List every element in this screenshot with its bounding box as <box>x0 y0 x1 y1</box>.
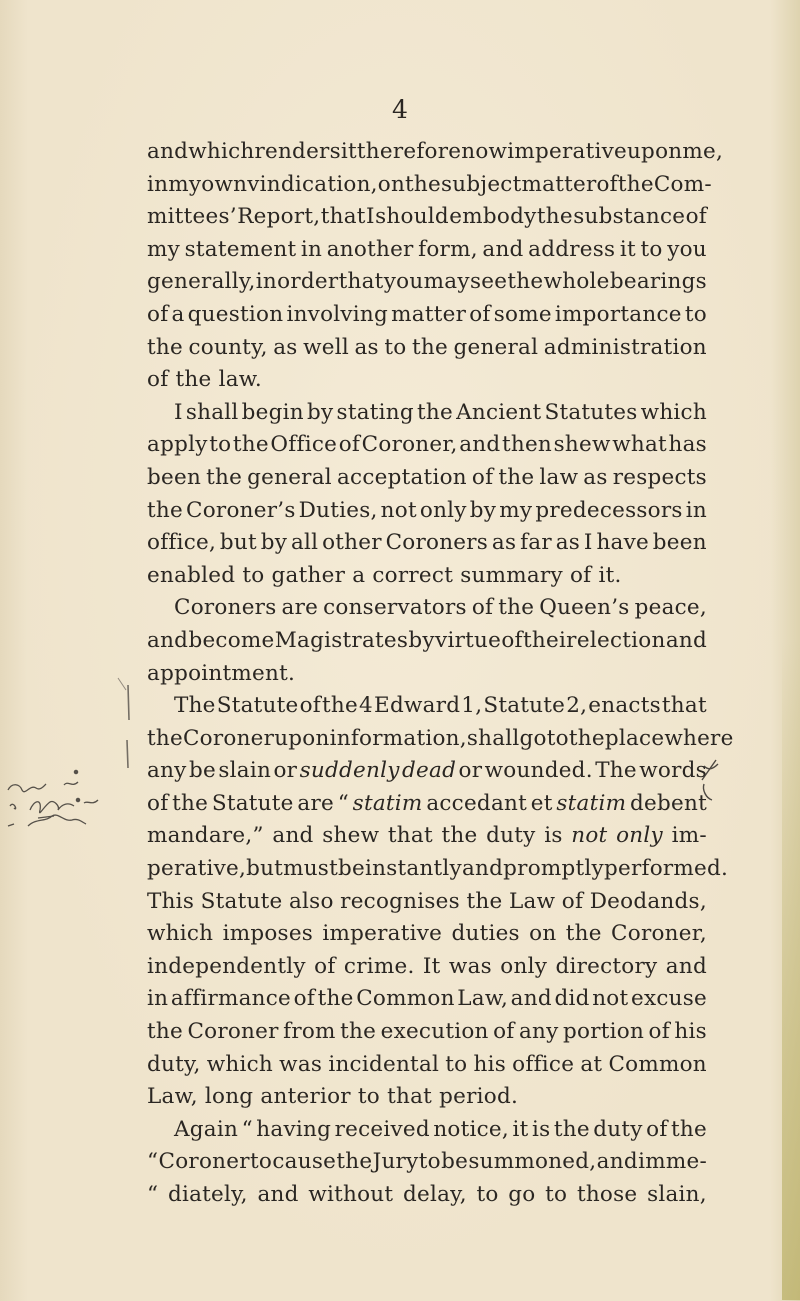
word: to <box>545 1182 568 1207</box>
word: having <box>256 1116 332 1142</box>
word: the <box>565 921 602 947</box>
word: by <box>260 530 288 556</box>
word: imperative <box>507 139 627 164</box>
word: Law <box>508 888 556 914</box>
word: upon <box>626 139 683 164</box>
word: it <box>512 1116 529 1142</box>
word: have <box>596 530 649 556</box>
word: then <box>501 432 553 458</box>
word: Jury <box>372 1149 419 1175</box>
word: the <box>553 1116 590 1142</box>
word: to <box>357 1084 381 1110</box>
word: which <box>206 1051 274 1077</box>
word: his <box>473 1051 507 1077</box>
word: become <box>188 627 275 653</box>
word: the <box>147 725 183 751</box>
word: should <box>375 204 449 230</box>
word: the <box>498 595 535 621</box>
word: or <box>458 758 483 784</box>
word: “ <box>337 790 349 816</box>
word: see <box>469 269 508 295</box>
word: Duties, <box>298 497 378 523</box>
word: Coroner’s <box>186 497 296 523</box>
word: my <box>499 497 533 523</box>
word: was <box>279 1051 323 1077</box>
page-number: 4 <box>392 95 408 124</box>
word: directory <box>555 953 658 979</box>
word: Statute <box>216 693 299 719</box>
word: to <box>384 334 407 360</box>
word: the <box>232 432 269 458</box>
word: which <box>188 139 255 164</box>
word: importance <box>554 301 682 327</box>
word: Com- <box>653 171 712 197</box>
word: Ancient <box>456 399 542 425</box>
word: Coroner, <box>361 432 458 458</box>
word: received <box>334 1116 430 1142</box>
word: must <box>283 856 338 882</box>
word: that <box>320 204 366 230</box>
word: cause <box>272 1149 337 1175</box>
word: in <box>255 269 277 295</box>
word: independently <box>147 953 306 979</box>
pencil-annotation-icon <box>8 770 98 826</box>
word: shew <box>553 432 611 458</box>
word: another <box>326 236 414 262</box>
word: shew <box>322 823 380 849</box>
word: to <box>242 562 265 588</box>
word: vindication, <box>247 171 378 197</box>
word: the <box>498 464 535 490</box>
word: their <box>523 627 577 653</box>
word: but <box>246 856 284 882</box>
word: This <box>147 888 195 914</box>
word: of <box>493 1019 515 1045</box>
word: Law, <box>147 1084 198 1110</box>
word: county, <box>188 334 268 360</box>
word: It <box>422 953 441 979</box>
word: it <box>619 236 636 262</box>
word: “ <box>147 1182 159 1207</box>
word: be <box>441 1149 469 1175</box>
word: anterior <box>260 1084 351 1110</box>
word: as <box>555 530 581 556</box>
word: apply <box>147 432 208 458</box>
word: embody <box>449 204 537 230</box>
word: my <box>168 171 202 197</box>
word: and <box>147 627 189 653</box>
word: I <box>583 530 593 556</box>
word: question <box>187 301 284 327</box>
word: any <box>518 1019 559 1045</box>
word: only <box>419 497 467 523</box>
word: the <box>322 693 358 719</box>
margin-bracket-mark <box>127 685 129 768</box>
word: Coroner <box>182 725 275 751</box>
word: I <box>174 399 183 425</box>
word: therefore <box>356 139 462 164</box>
word: to <box>546 725 569 751</box>
word: or <box>273 758 298 784</box>
word: incidental <box>328 1051 440 1077</box>
word: and <box>147 139 189 164</box>
word: of <box>648 1019 670 1045</box>
word: and <box>482 236 524 262</box>
word: involving <box>286 301 389 327</box>
word: of <box>646 1116 668 1142</box>
word: im- <box>671 823 707 849</box>
word: conservators <box>323 595 467 621</box>
word: in <box>147 986 169 1012</box>
word: has <box>668 432 707 458</box>
word: the <box>411 334 448 360</box>
word: 4 <box>359 693 373 719</box>
word: mandare,” <box>147 823 264 849</box>
word: duty <box>486 823 536 849</box>
word: as <box>354 334 379 360</box>
word: from <box>283 1019 336 1045</box>
word: the <box>317 986 354 1012</box>
word: slain, <box>647 1182 707 1207</box>
word: recognises <box>340 888 460 914</box>
word: of <box>471 464 494 490</box>
word: mittees’ <box>147 204 237 230</box>
word: the <box>175 367 212 393</box>
word: me, <box>682 139 724 164</box>
word: perative, <box>147 856 247 882</box>
word: the <box>536 204 573 230</box>
word: of <box>596 171 618 197</box>
word: words <box>639 758 707 784</box>
word: enabled <box>147 562 236 588</box>
word: other <box>322 530 382 556</box>
word: accedant <box>426 790 528 816</box>
word: to <box>250 1149 273 1175</box>
word: of <box>501 627 523 653</box>
word: the <box>617 171 654 197</box>
word: and <box>459 432 501 458</box>
word: the <box>206 464 243 490</box>
word: that <box>338 269 384 295</box>
word: summary <box>460 562 563 588</box>
word: own <box>201 171 248 197</box>
word: go <box>508 1182 536 1207</box>
word: et <box>530 790 553 816</box>
word: duty, <box>147 1051 201 1077</box>
word: promptly <box>503 856 604 882</box>
word: as <box>273 334 298 360</box>
word: renders <box>254 139 341 164</box>
word: peace, <box>634 595 707 621</box>
word: diately, <box>167 1182 248 1207</box>
word: gather <box>271 562 346 588</box>
word: shall <box>185 399 239 425</box>
word: delay, <box>402 1182 467 1207</box>
word: correct <box>372 562 454 588</box>
word: by <box>307 399 334 425</box>
word: only <box>500 953 548 979</box>
word: of <box>147 301 169 327</box>
word: the <box>441 823 478 849</box>
word: general <box>453 334 539 360</box>
word: are <box>297 790 334 816</box>
word: may <box>423 269 470 295</box>
word: well <box>303 334 349 360</box>
word: of <box>685 204 707 230</box>
word: by <box>408 627 435 653</box>
word: been <box>147 464 202 490</box>
word: the <box>336 1149 373 1175</box>
word: to <box>418 1149 441 1175</box>
word: in <box>300 236 323 262</box>
word: matter <box>521 171 597 197</box>
word: Statutes <box>544 399 638 425</box>
word: shall <box>466 725 520 751</box>
word: which <box>147 921 214 947</box>
word: as <box>491 530 517 556</box>
word: you <box>383 269 424 295</box>
word: place <box>604 725 665 751</box>
word: enacts <box>588 693 661 719</box>
word: “ <box>241 1116 253 1142</box>
word: Coroners <box>385 530 489 556</box>
pencil-correction-mark <box>702 760 718 800</box>
word: long <box>204 1084 254 1110</box>
word: the <box>417 399 453 425</box>
word: of <box>561 888 584 914</box>
word: are <box>281 595 319 621</box>
word: the <box>405 171 442 197</box>
word: order <box>277 269 339 295</box>
word: the <box>671 1116 707 1142</box>
word: which <box>640 399 707 425</box>
word: office <box>512 1051 575 1077</box>
word: of <box>293 986 316 1012</box>
word: far <box>520 530 552 556</box>
word: my <box>147 236 181 262</box>
word: Edward <box>374 693 461 719</box>
word: statim <box>352 790 423 816</box>
word: general <box>247 464 332 490</box>
word: Coroner <box>187 1019 279 1045</box>
word: did <box>554 986 590 1012</box>
word: The <box>595 758 637 784</box>
word: I <box>366 204 375 230</box>
word: also <box>288 888 334 914</box>
word: in <box>685 497 707 523</box>
word: predecessors <box>535 497 683 523</box>
word: excuse <box>630 986 707 1012</box>
word: performed. <box>603 856 729 882</box>
word: the <box>147 334 183 360</box>
word: to <box>209 432 232 458</box>
word: affirmance <box>170 986 292 1012</box>
word: what <box>612 432 667 458</box>
word: appointment. <box>147 660 296 686</box>
word: 1, <box>461 693 483 719</box>
word: in <box>147 171 169 197</box>
word: generally, <box>147 269 256 295</box>
word: Coroners <box>174 595 277 621</box>
word: administration <box>543 334 707 360</box>
word: virtue <box>435 627 502 653</box>
word: slain <box>218 758 272 784</box>
word: substance <box>573 204 686 230</box>
word: without <box>308 1182 394 1207</box>
word: duty <box>593 1116 643 1142</box>
word: The <box>174 693 216 719</box>
word: Common <box>356 986 455 1012</box>
word: any <box>147 758 187 784</box>
word: crime. <box>343 953 415 979</box>
word: and <box>272 823 314 849</box>
word: of <box>471 595 494 621</box>
margin-tick-mark <box>118 678 126 690</box>
word: a <box>171 301 185 327</box>
word: suddenly <box>299 758 400 784</box>
word: Office <box>270 432 338 458</box>
word: 2, <box>566 693 588 719</box>
word: statement <box>184 236 297 262</box>
word: Common <box>608 1051 707 1077</box>
word: that <box>387 823 433 849</box>
word: of <box>314 953 336 979</box>
word: acceptation <box>336 464 467 490</box>
word: dead <box>402 758 457 784</box>
word: and <box>257 1182 299 1207</box>
word: the <box>147 497 183 523</box>
word: his <box>674 1019 707 1045</box>
word: “ <box>147 1149 159 1175</box>
word: law. <box>218 367 262 393</box>
word: those <box>576 1182 638 1207</box>
word: imperative <box>322 921 443 947</box>
word: and <box>461 856 504 882</box>
word: of <box>147 790 169 816</box>
word: of <box>299 693 321 719</box>
word: on <box>377 171 406 197</box>
word: you <box>667 236 707 262</box>
word: statim <box>556 790 627 816</box>
word: of <box>338 432 361 458</box>
word: duties <box>451 921 520 947</box>
word: notice, <box>433 1116 509 1142</box>
word: bearings <box>609 269 707 295</box>
word: the <box>568 725 605 751</box>
word: information, <box>329 725 467 751</box>
word: Report, <box>237 204 321 230</box>
word: at <box>580 1051 603 1077</box>
word: Queen’s <box>539 595 630 621</box>
word: not <box>592 986 629 1012</box>
word: imposes <box>222 921 314 947</box>
word: to <box>640 236 663 262</box>
word: Deodands, <box>589 888 707 914</box>
word: to <box>445 1051 468 1077</box>
word: law <box>539 464 579 490</box>
word: of <box>569 562 592 588</box>
word: respects <box>612 464 707 490</box>
word: of <box>147 367 169 393</box>
word: Magistrates <box>274 627 409 653</box>
word: but <box>219 530 257 556</box>
word: Coroner <box>158 1149 250 1175</box>
word: subject <box>441 171 522 197</box>
word: execution <box>380 1019 489 1045</box>
word: Coroner, <box>611 921 707 947</box>
word: Law, <box>457 986 509 1012</box>
word: wounded. <box>484 758 593 784</box>
word: the <box>466 888 503 914</box>
word: go <box>519 725 547 751</box>
word: whole <box>543 269 610 295</box>
word: where <box>664 725 734 751</box>
word: not <box>571 823 608 849</box>
word: now <box>461 139 508 164</box>
word: that <box>661 693 707 719</box>
word: all <box>290 530 319 556</box>
word: form, <box>418 236 478 262</box>
word: was <box>448 953 492 979</box>
word: upon <box>274 725 330 751</box>
word: only <box>616 823 663 849</box>
word: Statute <box>211 790 294 816</box>
word: it <box>340 139 357 164</box>
word: be <box>337 856 365 882</box>
word: it. <box>598 562 622 588</box>
word: and <box>665 627 707 653</box>
word: Again <box>174 1116 239 1142</box>
word: begin <box>241 399 304 425</box>
word: to <box>476 1182 499 1207</box>
word: not <box>380 497 417 523</box>
word: and <box>596 1149 638 1175</box>
word: a <box>352 562 366 588</box>
word: and <box>510 986 552 1012</box>
word: election <box>576 627 666 653</box>
word: Statute <box>200 888 283 914</box>
word: office, <box>147 530 217 556</box>
word: imme- <box>638 1149 707 1175</box>
word: that <box>387 1084 433 1110</box>
word: period. <box>439 1084 519 1110</box>
word: debent <box>630 790 707 816</box>
word: the <box>172 790 209 816</box>
word: the <box>147 1019 183 1045</box>
word: and <box>665 953 707 979</box>
word: portion <box>563 1019 645 1045</box>
word: Statute <box>483 693 566 719</box>
word: stating <box>336 399 414 425</box>
word: be <box>188 758 216 784</box>
word: the <box>507 269 544 295</box>
word: matter <box>391 301 467 327</box>
word: the <box>340 1019 377 1045</box>
word: address <box>528 236 616 262</box>
word: of <box>469 301 491 327</box>
word: is <box>531 1116 551 1142</box>
word: instantly <box>364 856 462 882</box>
word: as <box>583 464 608 490</box>
word: been <box>652 530 707 556</box>
word: by <box>469 497 497 523</box>
word: some <box>493 301 552 327</box>
word: to <box>684 301 707 327</box>
word: summoned, <box>468 1149 597 1175</box>
word: on <box>529 921 557 947</box>
word: is <box>544 823 563 849</box>
